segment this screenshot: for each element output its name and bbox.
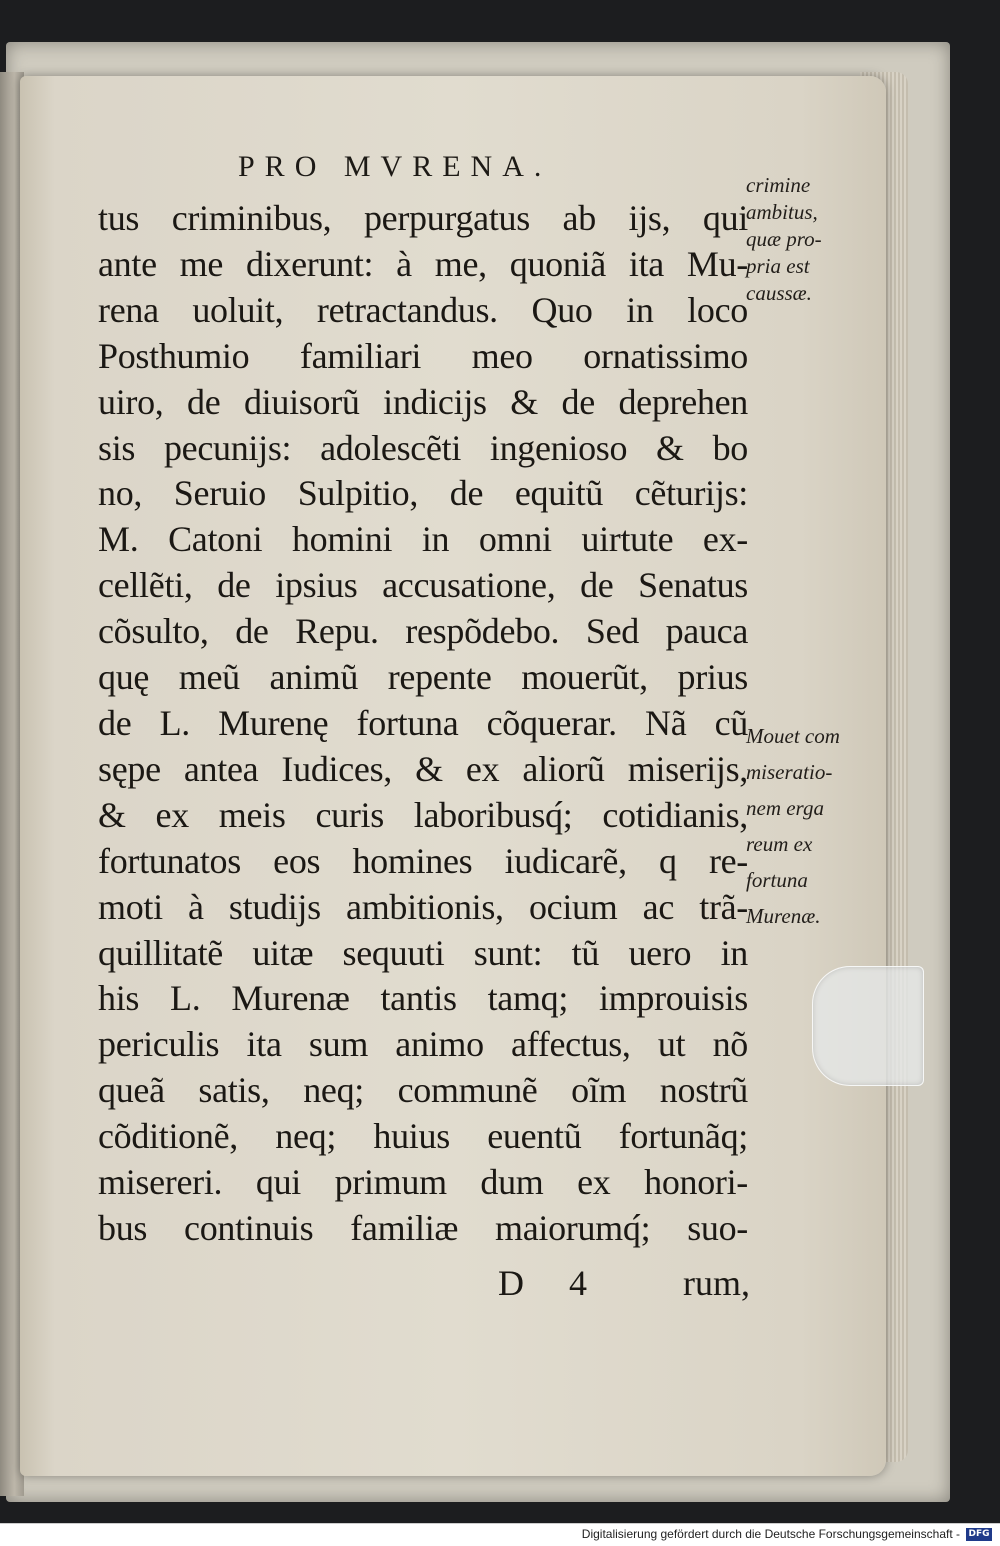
marginal-note-line: ambitus, bbox=[746, 200, 818, 224]
marginal-note-line: nem erga bbox=[746, 796, 824, 820]
text-line: de L. Murenę fortuna cõquerar. Nã cũ bbox=[98, 702, 748, 743]
dfg-logo: DFG bbox=[966, 1528, 992, 1541]
main-text bbox=[98, 196, 748, 1252]
text-line: Posthumio familiari meo ornatissimo bbox=[98, 335, 748, 376]
text-line: uiro, de diuisorũ indicijs & de deprehen bbox=[98, 381, 748, 422]
text-line: no, Seruio Sulpitio, de equitũ cẽturijs: bbox=[98, 473, 748, 514]
text-line: rena uoluit, retractandus. Quo in loco bbox=[98, 289, 748, 330]
footer-bar bbox=[0, 1523, 1000, 1546]
text-line: cellẽti, de ipsius accusatione, de Senatus bbox=[98, 565, 748, 606]
marginal-note-line: caussæ. bbox=[746, 281, 812, 305]
text-line: cõditionẽ, neq; huius euentũ fortunãq; bbox=[98, 1116, 748, 1157]
text-line: & ex meis curis laboribusq́; cotidianis, bbox=[98, 794, 748, 835]
text-line: sępe antea Iudices, & ex aliorũ miserijs, bbox=[98, 748, 748, 789]
catchword: rum, bbox=[683, 1263, 750, 1303]
marginal-note-misericordia bbox=[746, 718, 876, 934]
marginal-note-line: Murenæ. bbox=[746, 904, 821, 928]
marginal-note-ambitus bbox=[746, 172, 866, 307]
text-line: cõsulto, de Repu. respõdebo. Sed pauca bbox=[98, 611, 748, 652]
signature-mark: D 4 bbox=[498, 1263, 605, 1303]
marginal-note-line: Mouet com bbox=[746, 724, 840, 748]
text-line: fortunatos eos homines iudicarẽ, q re- bbox=[98, 840, 748, 881]
marginal-note-line: pria est bbox=[746, 254, 810, 278]
text-line: M. Catoni homini in omni uirtute ex- bbox=[98, 519, 748, 560]
marginal-note-line: reum ex bbox=[746, 832, 813, 856]
text-line: misereri. qui primum dum ex honori- bbox=[98, 1162, 748, 1203]
text-line: quę meũ animũ repente mouerũt, prius bbox=[98, 657, 748, 698]
marginal-note-line: crimine bbox=[746, 173, 811, 197]
text-line: sis pecunijs: adolescẽti ingenioso & bo bbox=[98, 427, 748, 468]
text-line: his L. Murenæ tantis tamq; improuisis bbox=[98, 978, 748, 1019]
text-line: quillitatẽ uitæ sequuti sunt: tũ uero in bbox=[98, 932, 748, 973]
text-line: ante me dixerunt: à me, quoniã ita Mu- bbox=[98, 243, 748, 284]
page-clip bbox=[812, 966, 924, 1086]
marginal-note-line: fortuna bbox=[746, 868, 808, 892]
text-line: bus continuis familiæ maiorumq́; suo- bbox=[98, 1207, 748, 1248]
digitization-credit: Digitalisierung gefördert durch die Deutsche Forschungsgemeinschaft - bbox=[581, 1527, 960, 1541]
page-signature-row bbox=[498, 1262, 750, 1304]
marginal-note-line: quæ pro- bbox=[746, 227, 822, 251]
text-line: tus criminibus, perpurgatus ab ijs, qui bbox=[98, 198, 748, 238]
text-line: periculis ita sum animo affectus, ut nõ bbox=[98, 1024, 748, 1065]
text-line: moti à studijs ambitionis, ocium ac trã- bbox=[98, 886, 748, 927]
text-line: queã satis, neq; communẽ oĩm nostrũ bbox=[98, 1070, 748, 1111]
running-header: PRO MVRENA. bbox=[238, 150, 552, 183]
marginal-note-line: miseratio- bbox=[746, 760, 833, 784]
